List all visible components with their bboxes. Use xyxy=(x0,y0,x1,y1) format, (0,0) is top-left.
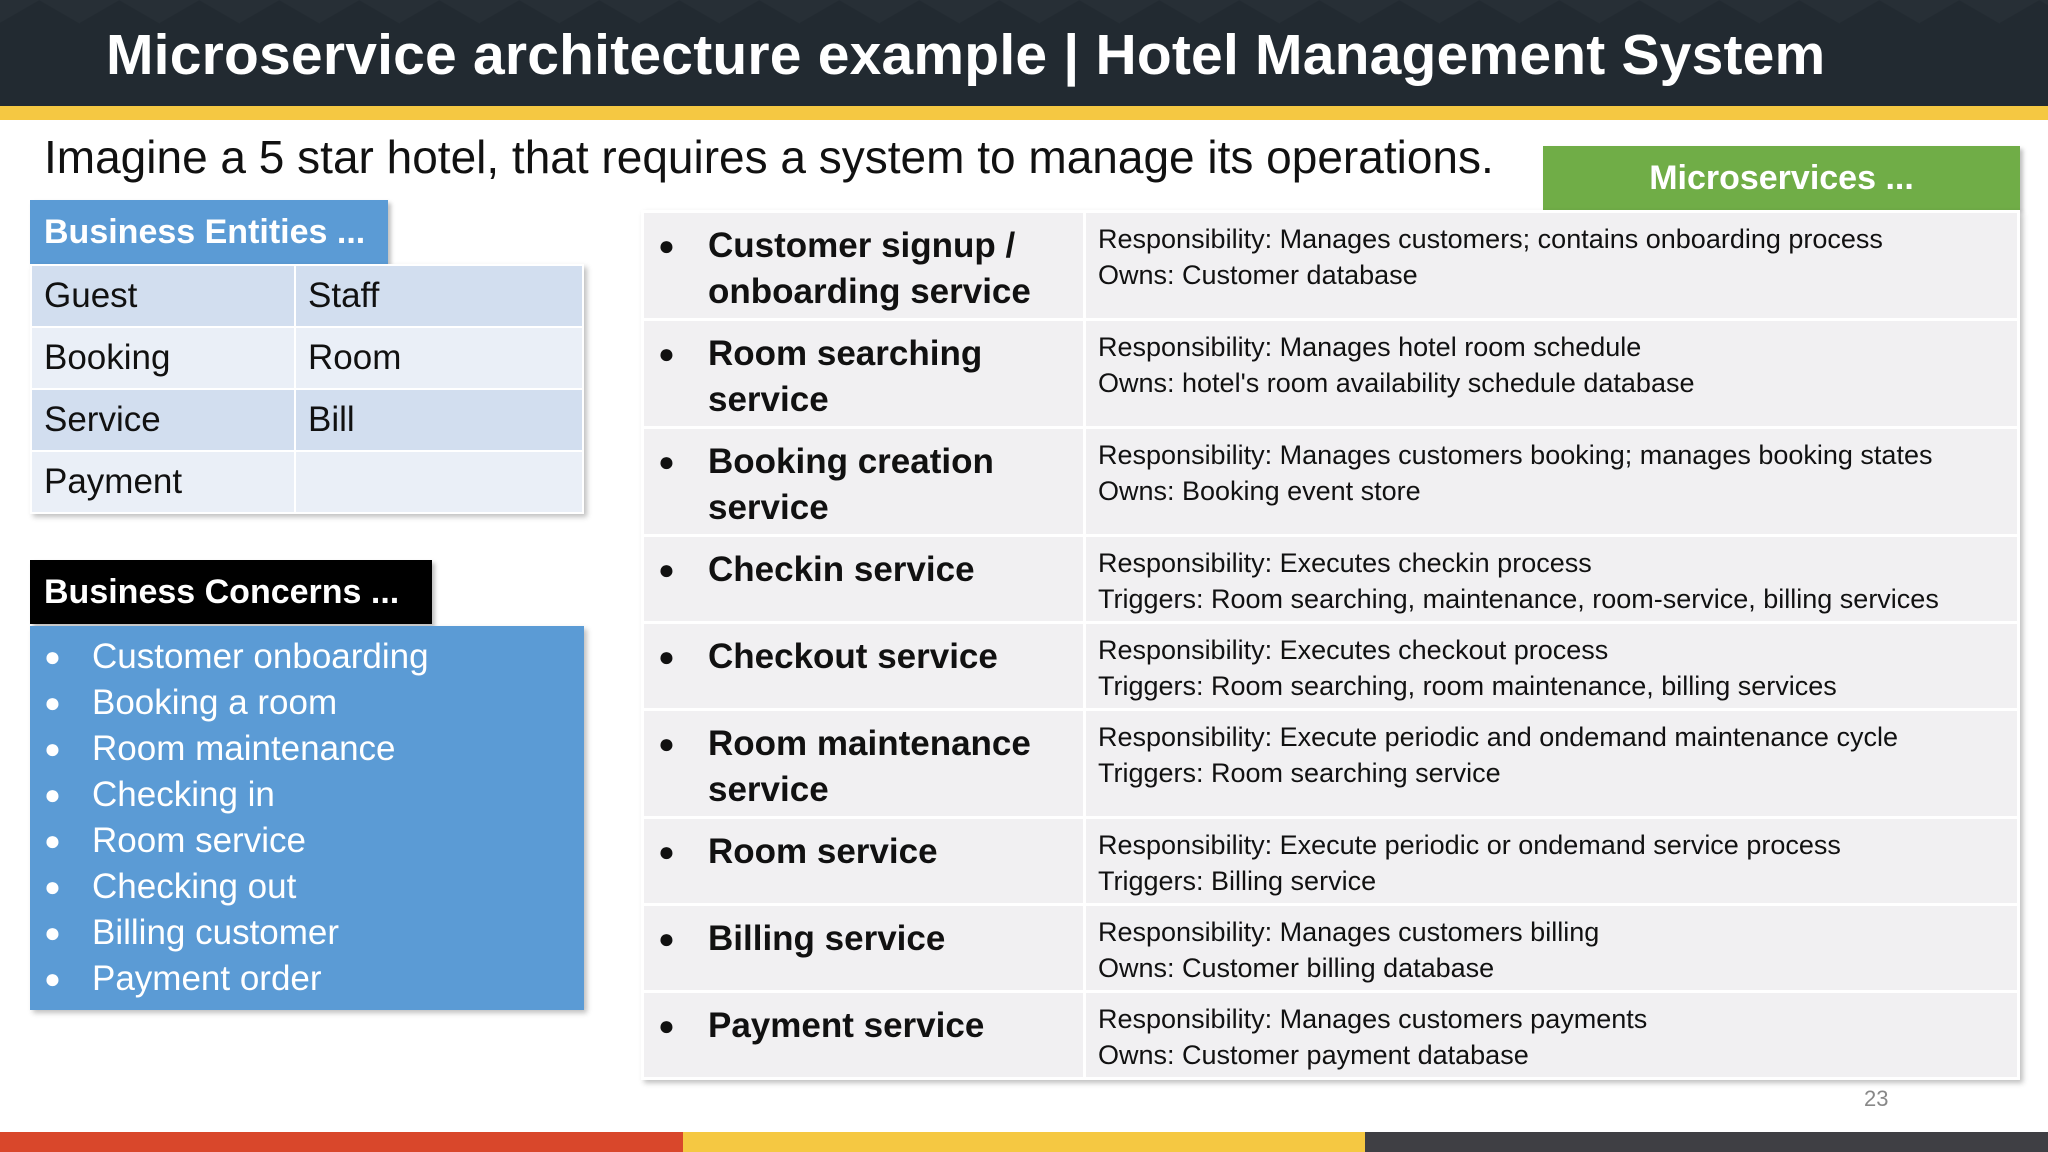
bottom-bar-segment-gray xyxy=(1365,1132,2048,1152)
concern-item xyxy=(30,680,584,726)
concern-item xyxy=(30,634,584,680)
concern-label: Room maintenance xyxy=(92,729,396,768)
entity-cell: Guest xyxy=(31,265,295,327)
service-responsibility: Responsibility: Executes checkin process xyxy=(1098,548,1592,578)
service-name: Room service xyxy=(708,832,938,871)
concern-item xyxy=(30,910,584,956)
concern-label: Billing customer xyxy=(92,913,340,952)
service-name: Payment service xyxy=(708,1006,985,1045)
concern-item xyxy=(30,772,584,818)
concern-label: Checking in xyxy=(92,775,275,814)
slide-subtitle: Imagine a 5 star hotel, that requires a system to manage its operations. xyxy=(44,131,1494,183)
service-name-cell xyxy=(643,212,1085,320)
bullet-icon: ● xyxy=(658,230,675,261)
concern-label: Booking a room xyxy=(92,683,338,722)
service-name-cell xyxy=(643,623,1085,710)
bullet-icon: ● xyxy=(658,1010,675,1041)
service-name-cell xyxy=(643,905,1085,992)
service-responsibility: Responsibility: Manages customers billing xyxy=(1098,917,1600,947)
service-name: Room searching service xyxy=(708,334,983,419)
entity-cell: Service xyxy=(31,389,295,451)
microservices-table xyxy=(641,210,2020,1080)
service-description-cell xyxy=(1085,992,2019,1079)
bullet-icon: ● xyxy=(44,687,61,718)
service-name: Room maintenance service xyxy=(708,724,1031,809)
bullet-icon: ● xyxy=(658,338,675,369)
service-description-cell xyxy=(1085,320,2019,428)
service-row xyxy=(643,212,2019,320)
service-name-cell xyxy=(643,818,1085,905)
bullet-icon: ● xyxy=(44,733,61,764)
service-detail: Triggers: Billing service xyxy=(1098,866,1377,896)
service-name: Billing service xyxy=(708,919,946,958)
business-concerns-list xyxy=(30,626,584,1010)
concern-label: Payment order xyxy=(92,959,322,998)
bullet-icon: ● xyxy=(44,871,61,902)
bullet-icon: ● xyxy=(44,779,61,810)
service-description-cell xyxy=(1085,710,2019,818)
service-name-cell xyxy=(643,992,1085,1079)
business-entities-table xyxy=(30,264,584,514)
bottom-color-bar xyxy=(0,1132,2048,1152)
service-responsibility: Responsibility: Execute periodic or ondemand service process xyxy=(1098,830,1841,860)
bullet-icon: ● xyxy=(658,923,675,954)
service-description-cell xyxy=(1085,905,2019,992)
service-responsibility: Responsibility: Manages customers payments xyxy=(1098,1004,1648,1034)
service-detail: Owns: Booking event store xyxy=(1098,476,1421,506)
bullet-icon: ● xyxy=(658,836,675,867)
service-detail: Triggers: Room searching service xyxy=(1098,758,1501,788)
service-description-cell xyxy=(1085,818,2019,905)
entity-row xyxy=(31,389,583,451)
entity-cell: Bill xyxy=(295,389,583,451)
service-row xyxy=(643,818,2019,905)
entity-cell: Room xyxy=(295,327,583,389)
service-description-cell xyxy=(1085,623,2019,710)
service-row xyxy=(643,320,2019,428)
bullet-icon: ● xyxy=(44,825,61,856)
service-row xyxy=(643,623,2019,710)
service-name: Booking creation service xyxy=(708,442,994,527)
page-number: 23 xyxy=(1864,1086,1889,1111)
service-detail: Owns: hotel's room availability schedule database xyxy=(1098,368,1695,398)
service-description-cell xyxy=(1085,428,2019,536)
service-detail: Owns: Customer database xyxy=(1098,260,1418,290)
service-detail: Triggers: Room searching, room maintenance, billing services xyxy=(1098,671,1837,701)
service-name-cell xyxy=(643,428,1085,536)
entity-cell: Payment xyxy=(31,451,295,513)
bottom-bar-segment-yellow xyxy=(683,1132,1366,1152)
service-responsibility: Responsibility: Manages hotel room schedule xyxy=(1098,332,1642,362)
business-entities-header: Business Entities ... xyxy=(30,200,388,264)
service-name-cell xyxy=(643,320,1085,428)
concern-item xyxy=(30,726,584,772)
service-responsibility: Responsibility: Manages customers booking; manages booking states xyxy=(1098,440,1933,470)
concern-item xyxy=(30,864,584,910)
bottom-bar-segment-red xyxy=(0,1132,683,1152)
bullet-icon: ● xyxy=(44,641,61,672)
service-description-cell xyxy=(1085,536,2019,623)
service-name: Checkout service xyxy=(708,637,998,676)
service-row xyxy=(643,536,2019,623)
service-responsibility: Responsibility: Execute periodic and ondemand maintenance cycle xyxy=(1098,722,1898,752)
microservices-header: Microservices ... xyxy=(1543,146,2020,210)
bullet-icon: ● xyxy=(658,554,675,585)
service-row xyxy=(643,992,2019,1079)
bullet-icon: ● xyxy=(658,728,675,759)
service-name-cell xyxy=(643,710,1085,818)
bullet-icon: ● xyxy=(658,446,675,477)
service-description-cell xyxy=(1085,212,2019,320)
business-concerns-header: Business Concerns ... xyxy=(30,560,432,624)
title-bar xyxy=(0,0,2048,106)
concern-item xyxy=(30,818,584,864)
service-detail: Triggers: Room searching, maintenance, room-service, billing services xyxy=(1098,584,1939,614)
concern-label: Checking out xyxy=(92,867,297,906)
slide-title: Microservice architecture example | Hotel Management System xyxy=(106,23,1826,87)
title-accent-stripe xyxy=(0,106,2048,120)
service-row xyxy=(643,710,2019,818)
service-responsibility: Responsibility: Executes checkout process xyxy=(1098,635,1609,665)
concern-label: Room service xyxy=(92,821,306,860)
bullet-icon: ● xyxy=(44,917,61,948)
service-detail: Owns: Customer payment database xyxy=(1098,1040,1529,1070)
bullet-icon: ● xyxy=(658,641,675,672)
entity-cell: Staff xyxy=(295,265,583,327)
entity-row xyxy=(31,451,583,513)
service-row xyxy=(643,905,2019,992)
service-detail: Owns: Customer billing database xyxy=(1098,953,1495,983)
bullet-icon: ● xyxy=(44,963,61,994)
service-name: Checkin service xyxy=(708,550,975,589)
concern-item xyxy=(30,956,584,1002)
concern-label: Customer onboarding xyxy=(92,637,429,676)
entity-cell xyxy=(295,451,583,513)
entity-cell: Booking xyxy=(31,327,295,389)
service-responsibility: Responsibility: Manages customers; contains onboarding process xyxy=(1098,224,1883,254)
entity-row xyxy=(31,265,583,327)
entity-row xyxy=(31,327,583,389)
service-name-cell xyxy=(643,536,1085,623)
service-row xyxy=(643,428,2019,536)
service-name: Customer signup / onboarding service xyxy=(708,226,1031,311)
